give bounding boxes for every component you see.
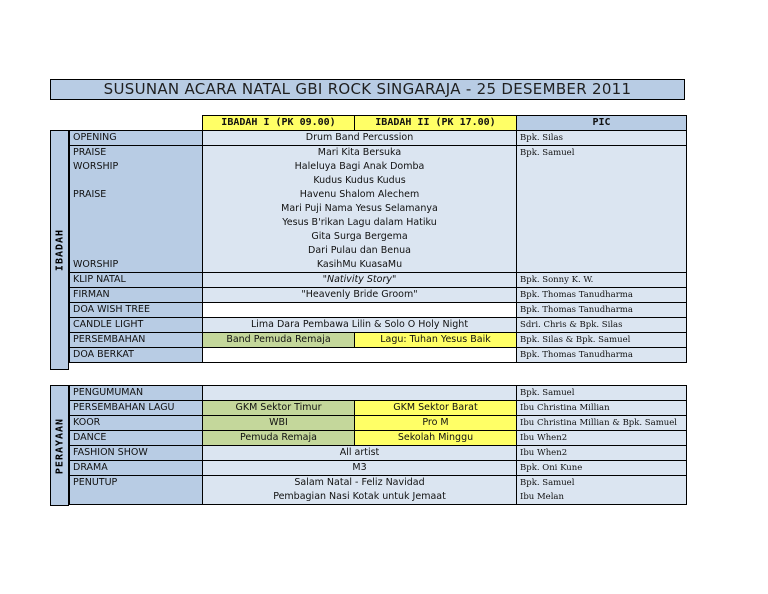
header-ibadah1: IBADAH I (PK 09.00) — [203, 116, 355, 131]
row-program: Pembagian Nasi Kotak untuk Jemaat — [203, 490, 517, 505]
row-pic — [517, 174, 687, 188]
row-pic: Sdri. Chris & Bpk. Silas — [517, 318, 687, 333]
table-row — [70, 431, 687, 446]
row-pic: Bpk. Thomas Tanudharma — [517, 303, 687, 318]
row-program: Lima Dara Pembawa Lilin & Solo O Holy Night — [203, 318, 517, 333]
table-row — [70, 188, 687, 202]
row-pic: Bpk. Thomas Tanudharma — [517, 288, 687, 303]
row-program: Havenu Shalom Alechem — [203, 188, 517, 202]
row-program — [203, 348, 517, 363]
table-row — [70, 386, 687, 401]
table-row — [70, 202, 687, 216]
row-pic — [517, 202, 687, 216]
row-label: KOOR — [70, 416, 203, 431]
row-program: Dari Pulau dan Benua — [203, 244, 517, 258]
table-row — [70, 273, 687, 288]
row-label: FIRMAN — [70, 288, 203, 303]
row-program: Drum Band Percussion — [203, 131, 517, 146]
row-label: DOA WISH TREE — [70, 303, 203, 318]
table-row — [70, 348, 687, 363]
table-row — [70, 476, 687, 491]
table-row — [70, 146, 687, 161]
table-row — [70, 160, 687, 174]
row-program: M3 — [203, 461, 517, 476]
row-pic: Ibu Melan — [517, 490, 687, 505]
row-label: DOA BERKAT — [70, 348, 203, 363]
row-label: FASHION SHOW — [70, 446, 203, 461]
header-pic: PIC — [517, 116, 687, 131]
row-program: Mari Kita Bersuka — [203, 146, 517, 161]
row-program: Kudus Kudus Kudus — [203, 174, 517, 188]
row-label: KLIP NATAL — [70, 273, 203, 288]
row-program-1: Pemuda Remaja — [203, 431, 355, 446]
row-program: Gita Surga Bergema — [203, 230, 517, 244]
row-pic — [517, 244, 687, 258]
page-title: SUSUNAN ACARA NATAL GBI ROCK SINGARAJA - 25 DESEMBER 2011 — [50, 79, 685, 100]
row-pic — [517, 230, 687, 244]
row-pic: Ibu When2 — [517, 446, 687, 461]
table-row — [70, 461, 687, 476]
row-pic: Bpk. Samuel — [517, 386, 687, 401]
row-label — [70, 202, 203, 216]
row-pic: Bpk. Sonny K. W. — [517, 273, 687, 288]
perayaan-table — [69, 385, 687, 505]
row-pic: Bpk. Silas — [517, 131, 687, 146]
row-program: Salam Natal - Feliz Navidad — [203, 476, 517, 491]
table-row — [70, 446, 687, 461]
row-label: PRAISE — [70, 146, 203, 161]
table-row — [70, 174, 687, 188]
row-label: PENUTUP — [70, 476, 203, 491]
row-pic — [517, 160, 687, 174]
table-row — [70, 416, 687, 431]
row-label: PRAISE — [70, 188, 203, 202]
table-row — [70, 490, 687, 505]
table-row — [70, 244, 687, 258]
row-label: WORSHIP — [70, 160, 203, 174]
row-program — [203, 386, 517, 401]
table-row — [70, 333, 687, 348]
table-row — [70, 303, 687, 318]
row-pic — [517, 188, 687, 202]
table-row — [70, 230, 687, 244]
row-label: WORSHIP — [70, 258, 203, 273]
row-program-2: Sekolah Minggu — [355, 431, 517, 446]
row-pic: Ibu Christina Millian & Bpk. Samuel — [517, 416, 687, 431]
row-pic: Bpk. Samuel — [517, 146, 687, 161]
row-program-2: Pro M — [355, 416, 517, 431]
table-row — [70, 401, 687, 416]
section-label-perayaan-text: PERAYAAN — [54, 417, 65, 474]
row-program-1: WBI — [203, 416, 355, 431]
section-label-perayaan — [50, 385, 69, 506]
row-label: DRAMA — [70, 461, 203, 476]
row-program-2: GKM Sektor Barat — [355, 401, 517, 416]
row-program — [203, 303, 517, 318]
row-pic: Ibu When2 — [517, 431, 687, 446]
row-program-1: Band Pemuda Remaja — [203, 333, 355, 348]
row-label: OPENING — [70, 131, 203, 146]
row-pic: Ibu Christina Millian — [517, 401, 687, 416]
header-row — [70, 116, 687, 131]
row-pic: Bpk. Silas & Bpk. Samuel — [517, 333, 687, 348]
row-label — [70, 216, 203, 230]
row-program: Haleluya Bagi Anak Domba — [203, 160, 517, 174]
table-row — [70, 131, 687, 146]
row-pic: Bpk. Oni Kune — [517, 461, 687, 476]
row-program-1: GKM Sektor Timur — [203, 401, 355, 416]
row-label: PENGUMUMAN — [70, 386, 203, 401]
row-label: DANCE — [70, 431, 203, 446]
section-label-ibadah-text: IBADAH — [54, 228, 65, 272]
row-pic: Bpk. Thomas Tanudharma — [517, 348, 687, 363]
row-label — [70, 490, 203, 505]
table-row — [70, 216, 687, 230]
table-row — [70, 318, 687, 333]
row-program-2: Lagu: Tuhan Yesus Baik — [355, 333, 517, 348]
section-label-ibadah — [50, 130, 69, 370]
row-label — [70, 230, 203, 244]
row-label: PERSEMBAHAN LAGU — [70, 401, 203, 416]
row-pic — [517, 216, 687, 230]
row-label: CANDLE LIGHT — [70, 318, 203, 333]
ibadah-table — [69, 115, 687, 363]
row-pic — [517, 258, 687, 273]
row-program: "Nativity Story" — [203, 273, 517, 288]
row-pic: Bpk. Samuel — [517, 476, 687, 491]
row-program: "Heavenly Bride Groom" — [203, 288, 517, 303]
table-row — [70, 288, 687, 303]
header-ibadah2: IBADAH II (PK 17.00) — [355, 116, 517, 131]
row-program: Yesus B'rikan Lagu dalam Hatiku — [203, 216, 517, 230]
row-label — [70, 244, 203, 258]
row-program: Mari Puji Nama Yesus Selamanya — [203, 202, 517, 216]
row-label: PERSEMBAHAN — [70, 333, 203, 348]
row-program: All artist — [203, 446, 517, 461]
row-program: KasihMu KuasaMu — [203, 258, 517, 273]
table-row — [70, 258, 687, 273]
row-label — [70, 174, 203, 188]
header-blank — [70, 116, 203, 131]
